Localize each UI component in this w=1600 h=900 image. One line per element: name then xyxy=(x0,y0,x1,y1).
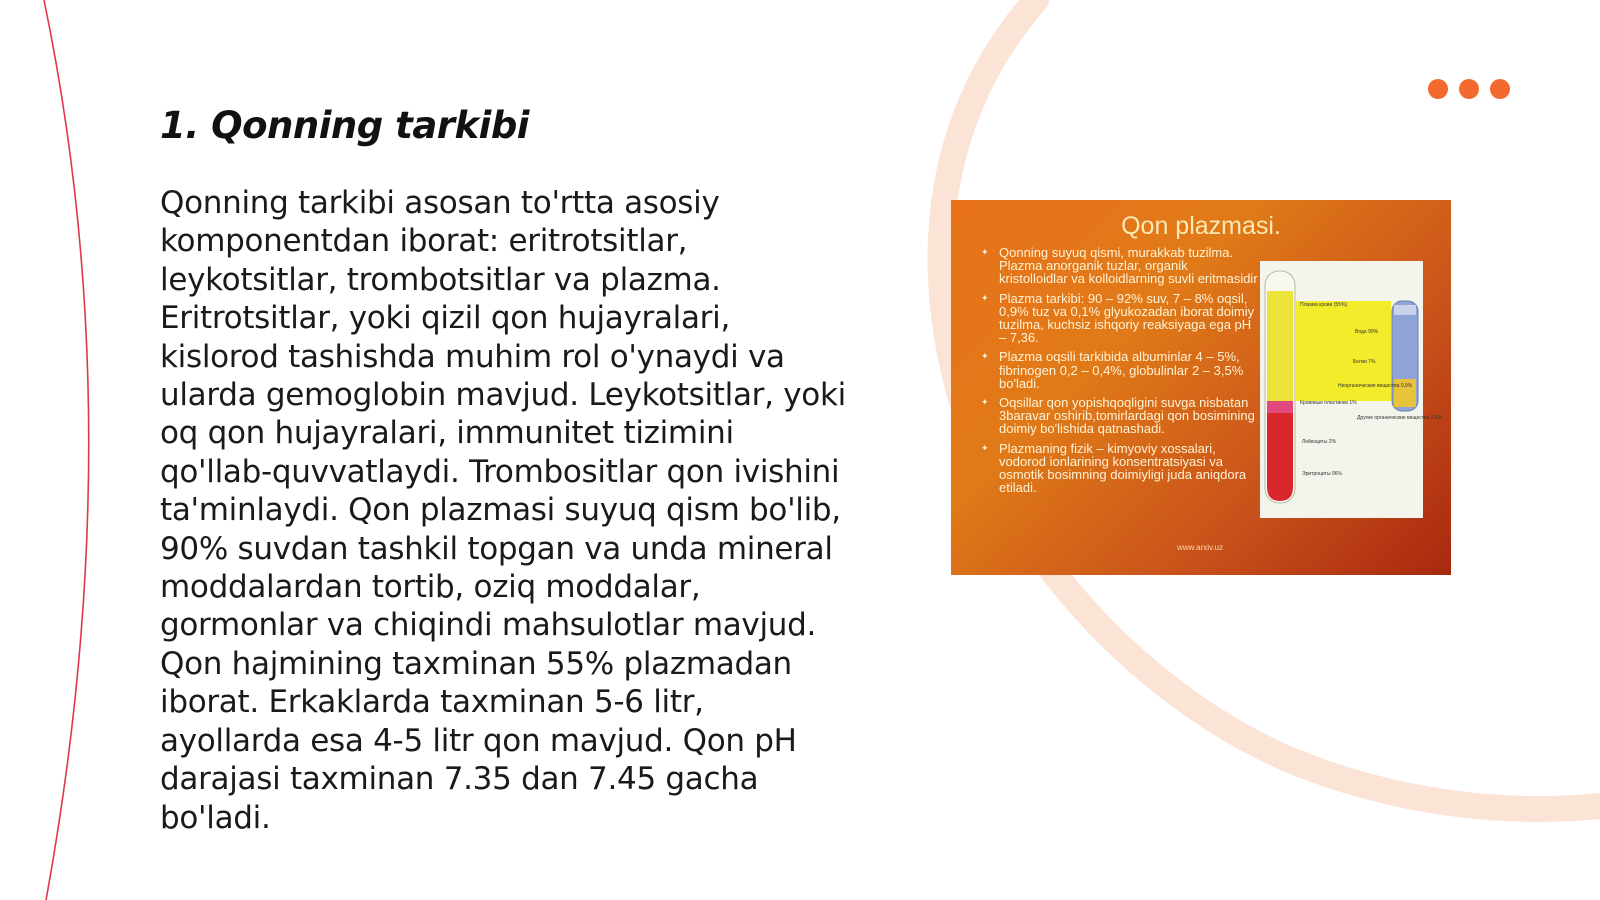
tube-buffy-layer xyxy=(1267,401,1293,413)
panel-label: Эритроциты 96% xyxy=(1302,471,1342,477)
decorative-dots xyxy=(1428,79,1510,99)
orange-dot-1 xyxy=(1428,79,1448,99)
slide-title: 1. Qonning tarkibi xyxy=(160,104,529,147)
panel-label: Белки 7% xyxy=(1353,359,1376,365)
figure-bullet: ✦ Plazmaning fizik – kimyoviy xossalari, vodorod ionlarining konsentratsiyasi va osmotik bosimning doimiyligi juda aniqdora etiladi. xyxy=(981,442,1259,495)
panel-label: Неорганические вещества 0,9% xyxy=(1338,383,1413,389)
slide-body-text: Qonning tarkibi asosan to'rtta asosiy komponentdan iborat: eritrotsitlar, leykotsitlar, trombotsitlar va plazma. Eritrotsitlar, yoki qizil qon hujayralari, kislorod tashishda muhim rol o'ynaydi va ularda gemoglobin mavjud. Leykotsitlar, yoki oq qon hujayralari, immunitet tizimini qo'llab-quvvatlaydi. Trombositlar qon ivishini ta'minlaydi. Qon plazmasi suyuq qism bo'lib, 90% suvdan tashkil topgan va unda mineral moddalardan tortib, oziq moddalar, gormonlar va chiqindi mahsulotlar mavjud. Qon hajmining taxminan 55% plazmadan iborat. Erkaklarda taxminan 5-6 litr, ayollarda esa 4-5 litr qon mavjud. Qon pH darajasi taxminan 7.35 dan 7.45 gacha bo'ladi. xyxy=(160,185,846,836)
tube-red-cells xyxy=(1267,413,1293,501)
panel-label: Плазма крови (55%) xyxy=(1300,302,1348,308)
orange-dot-2 xyxy=(1459,79,1479,99)
figure-title: Qon plazmasi. xyxy=(1121,212,1281,240)
figure-source: www.arxiv.uz xyxy=(1177,543,1224,552)
panel-label: Лейкоциты 2% xyxy=(1302,439,1337,445)
blood-plasma-image xyxy=(951,200,1451,575)
figure-bullet: ✦ Plazma oqsili tarkibida albuminlar 4 – 5%, fibrinogen 0,2 – 0,4%, globulinlar 2 – 3,5% bo'ladi. xyxy=(981,350,1259,390)
panel-label: Другие органические вещества 2,1% xyxy=(1357,415,1443,421)
orange-dot-3 xyxy=(1490,79,1510,99)
test-tubes-illustration xyxy=(1260,261,1443,518)
panel-label: Кровяные пластинки 1% xyxy=(1300,400,1357,406)
figure-bullet: ✦ Plazma tarkibi: 90 – 92% suv, 7 – 8% oqsil, 0,9% tuz va 0,1% glyukozadan iborat doimiy tuzilma, kuchsiz ishqoriy reaksiyaga ega pH – 7,36. xyxy=(981,292,1259,345)
figure-bullet: ✦ Oqsillar qon yopishqoqligini suvga nisbatan 3baravar oshirib,tomirlardagi qon bosimining doimiy bo'lishida qatnashadi. xyxy=(981,396,1259,436)
figure-bullet-list xyxy=(981,246,1259,500)
tube-right-cap xyxy=(1394,305,1416,315)
panel-label: Вода 90% xyxy=(1355,329,1379,335)
tube-plasma-layer xyxy=(1267,291,1293,401)
test-tube-panel xyxy=(1260,261,1443,518)
left-red-arc xyxy=(44,0,89,900)
figure-bullet: ✦ Qonning suyuq qismi, murakkab tuzilma. Plazma anorganik tuzlar, organik kristolloidlar va kolloidlarning suvli eritmasidir xyxy=(981,246,1259,286)
